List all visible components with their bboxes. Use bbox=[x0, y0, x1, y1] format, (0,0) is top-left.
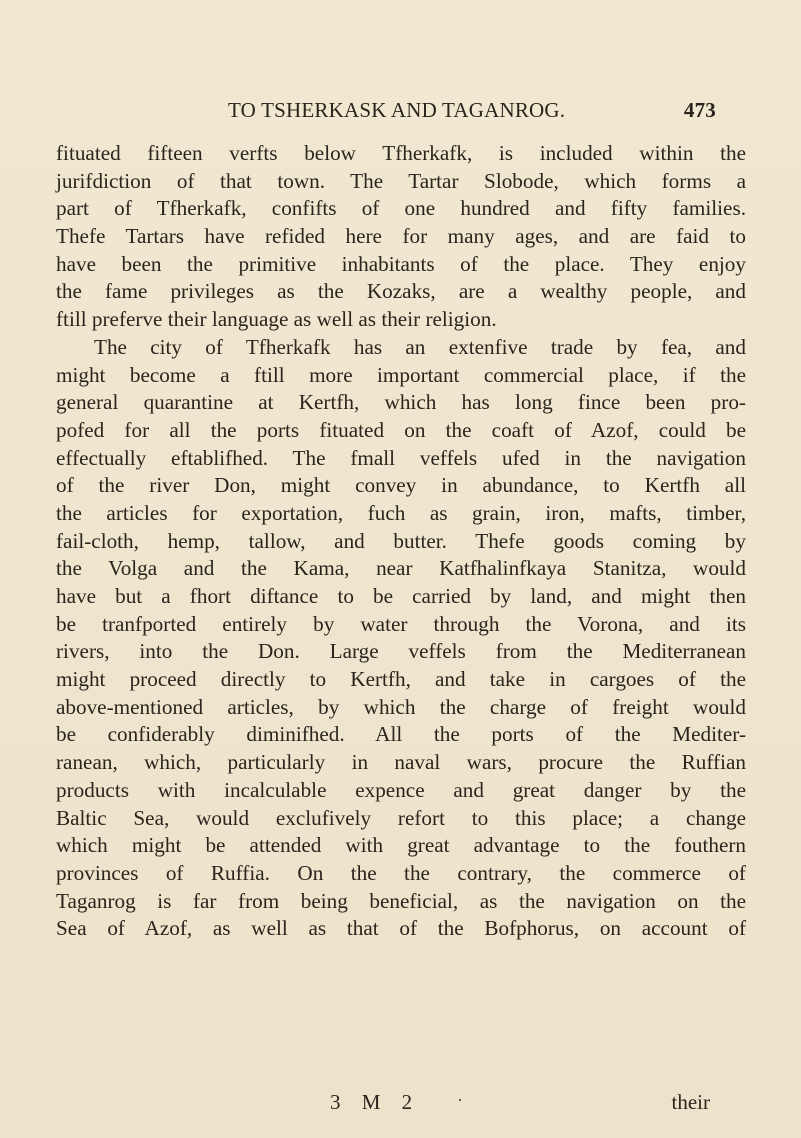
text-line: provinces of Ruffia. On the the contrary, the commerce of bbox=[56, 860, 746, 885]
body-text bbox=[56, 140, 746, 943]
running-title: TO TSHERKASK AND TAGANROG. bbox=[228, 98, 566, 122]
signature-dot: . bbox=[458, 1088, 462, 1105]
page-number: 473 bbox=[683, 98, 716, 122]
text-line: be tranfported entirely by water through the Vorona, and its bbox=[56, 611, 746, 636]
page-footer bbox=[330, 1090, 710, 1120]
text-line: above-mentioned articles, by which the charge of freight would bbox=[56, 694, 746, 719]
text-line: pofed for all the ports fituated on the coaft of Azof, could be bbox=[56, 417, 746, 442]
text-line: Sea of Azof, as well as that of the Bofphorus, on account of bbox=[56, 916, 746, 941]
text-line: of the river Don, might convey in abundance, to Kertfh all bbox=[56, 473, 746, 498]
text-line: fail-cloth, hemp, tallow, and butter. Thefe goods coming by bbox=[56, 528, 746, 553]
signature-mark: 3 M 2 bbox=[330, 1090, 421, 1114]
text-line: The city of Tfherkafk has an extenfive trade by fea, and bbox=[94, 334, 746, 359]
text-line: part of Tfherkafk, confifts of one hundred and fifty families. bbox=[56, 196, 746, 221]
text-line: the fame privileges as the Kozaks, are a wealthy people, and bbox=[56, 279, 746, 304]
text-line: have but a fhort diftance to be carried by land, and might then bbox=[56, 584, 746, 608]
text-line: general quarantine at Kertfh, which has long fince been pro- bbox=[56, 390, 746, 415]
text-line: Thefe Tartars have refided here for many ages, and are faid to bbox=[56, 224, 746, 249]
text-line: be confiderably diminifhed. All the ports of the Mediter- bbox=[56, 722, 746, 747]
text-line: jurifdiction of that town. The Tartar Slobode, which forms a bbox=[56, 168, 746, 193]
running-header bbox=[228, 98, 716, 126]
text-line: ranean, which, particularly in naval wars, procure the Ruffian bbox=[56, 750, 746, 775]
text-line: the articles for exportation, fuch as grain, iron, mafts, timber, bbox=[56, 500, 746, 525]
text-line: effectually eftablifhed. The fmall veffels ufed in the navigation bbox=[56, 445, 746, 470]
text-line: the Volga and the Kama, near Katfhalinfkaya Stanitza, would bbox=[56, 556, 746, 581]
text-line: ftill preferve their language as well as their religion. bbox=[56, 307, 497, 332]
catchword: their bbox=[671, 1090, 710, 1114]
text-line: rivers, into the Don. Large veffels from the Mediterranean bbox=[56, 639, 746, 664]
text-line: Baltic Sea, would exclufively refort to this place; a change bbox=[56, 805, 746, 830]
text-line: products with incalculable expence and great danger by the bbox=[56, 777, 746, 802]
text-line: have been the primitive inhabitants of the place. They enjoy bbox=[56, 251, 746, 276]
text-line: fituated fifteen verfts below Tfherkafk, is included within the bbox=[56, 141, 746, 165]
text-line: Taganrog is far from being beneficial, as the navigation on the bbox=[56, 888, 746, 913]
text-line: which might be attended with great advantage to the fouthern bbox=[56, 833, 746, 858]
text-line: might proceed directly to Kertfh, and take in cargoes of the bbox=[56, 667, 746, 692]
text-line: might become a ftill more important commercial place, if the bbox=[56, 362, 746, 387]
